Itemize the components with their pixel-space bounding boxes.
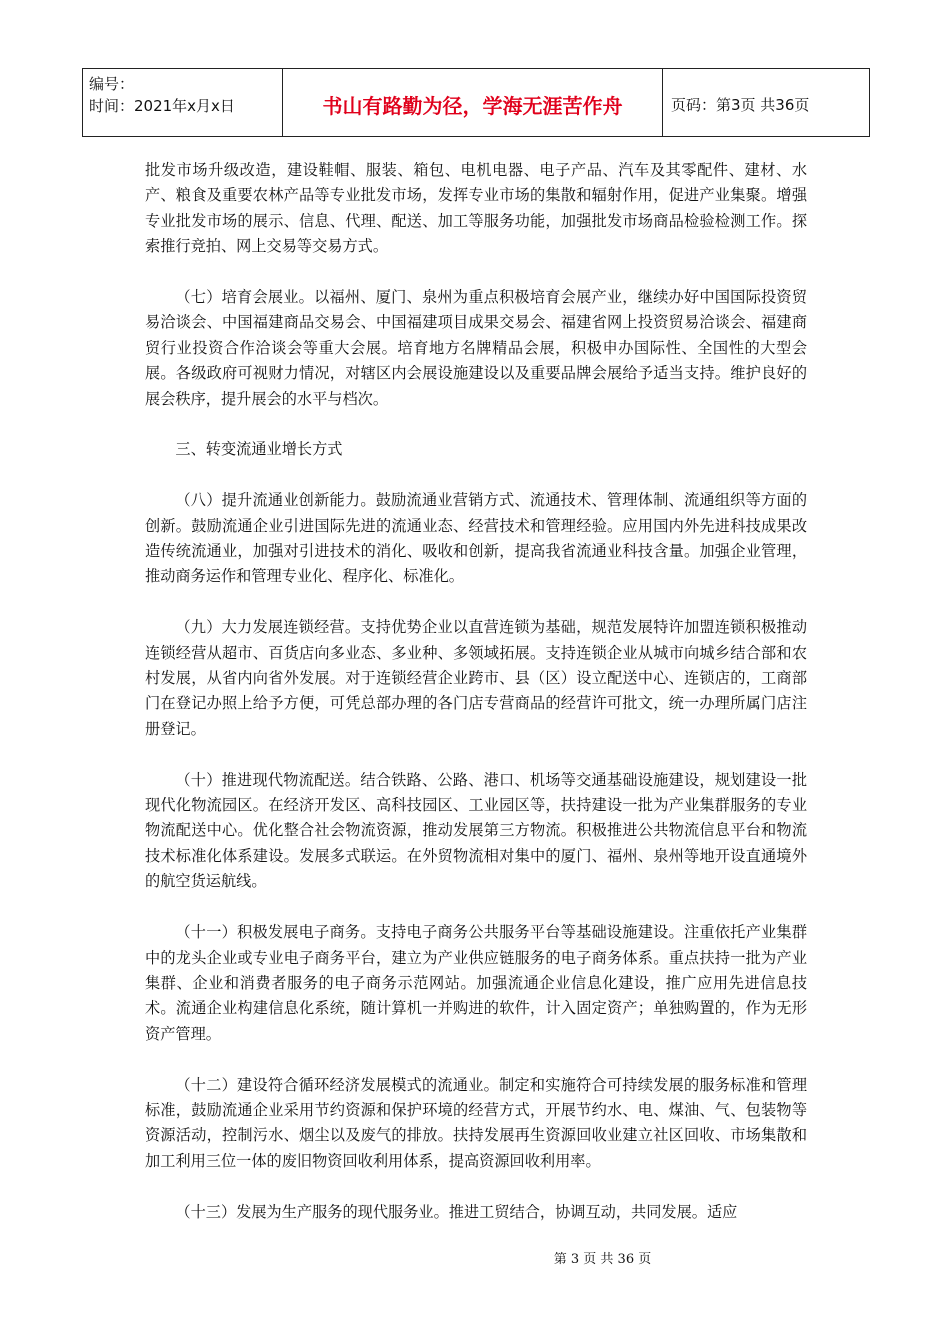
paragraph-section-10: （十）推进现代物流配送。结合铁路、公路、港口、机场等交通基础设施建设，规划建设一批现代化物流园区。在经济开发区、高科技园区、工业园区等，扶持建设一批为产业集群服务的专业物流配送中心。优化整合社会物流资源，推动发展第三方物流。积极推进公共物流信息平台和物流技术标准化体系建设。发展多式联运。在外贸物流相对集中的厦门、福州、泉州等地开设直通境外的航空货运航线。: [145, 770, 807, 891]
document-body: [145, 158, 807, 1250]
document-code-label: 编号：: [89, 75, 135, 93]
paragraph-section-13: （十三）发展为生产服务的现代服务业。推进工贸结合，协调互动，共同发展。适应: [175, 1202, 738, 1221]
paragraph-section-9: （九）大力发展连锁经营。支持优势企业以直营连锁为基础，规范发展特许加盟连锁积极推动连锁经营从超市、百货店向多业态、多业种、多领域拓展。支持连锁企业从城市向城乡结合部和农村发展，从省内向省外发展。对于连锁经营企业跨市、县（区）设立配送中心、连锁店的，工商部门在登记办照上给予方便，可凭总部办理的各门店专营商品的经营许可批文，统一办理所属门店注册登记。: [145, 618, 807, 738]
header-motto: 书山有路勤为径，学海无涯苦作舟: [283, 69, 663, 136]
paragraph-section-8: （八）提升流通业创新能力。鼓励流通业营销方式、流通技术、管理体制、流通组织等方面的创新。鼓励流通企业引进国际先进的流通业态、经营技术和管理经验。应用国内外先进科技成果改造传统流通业，加强对引进技术的消化、吸收和创新，提高我省流通业科技含量。加强企业管理，推动商务运作和管理专业化、程序化、标准化。: [145, 491, 807, 586]
paragraph-section-7: （七）培育会展业。以福州、厦门、泉州为重点积极培育会展产业，继续办好中国国际投资贸易洽谈会、中国福建商品交易会、中国福建项目成果交易会、福建省网上投资贸易洽谈会、福建商贸行业投资合作洽谈会等重大会展。培育地方名牌精品会展，积极申办国际性、全国性的大型会展。各级政府可视财力情况，对辖区内会展设施建设以及重要品牌会展给予适当支持。维护良好的展会秩序，提升展会的水平与档次。: [145, 288, 807, 408]
paragraph-section-12: （十二）建设符合循环经济发展模式的流通业。制定和实施符合可持续发展的服务标准和管理标准，鼓励流通企业采用节约资源和保护环境的经营方式，开展节约水、电、煤油、气、包装物等资源活动，控制污水、烟尘以及废气的排放。扶持发展再生资源回收业建立社区回收、市场集散和加工利用三位一体的废旧物资回收利用体系，提高资源回收利用率。: [145, 1075, 807, 1170]
section-heading-3: 三、转变流通业增长方式: [175, 440, 343, 459]
document-time-label: 时间：2021年x月x日: [89, 97, 235, 115]
header-meta: [83, 69, 283, 136]
paragraph-continued: 批发市场升级改造，建设鞋帽、服装、箱包、电机电器、电子产品、汽车及其零配件、建材、水产、粮食及重要农林产品等专业批发市场，发挥专业市场的集散和辐射作用，促进产业集聚。增强专业批发市场的展示、信息、代理、配送、加工等服务功能，加强批发市场商品检验检测工作。探索推行竞拍、网上交易等交易方式。: [145, 161, 807, 256]
header-page-info: 页码：第3页 共36页: [671, 96, 810, 114]
paragraph-section-11: （十一）积极发展电子商务。支持电子商务公共服务平台等基础设施建设。注重依托产业集群中的龙头企业或专业电子商务平台，建立为产业供应链服务的电子商务体系。重点扶持一批为产业集群、企业和消费者服务的电子商务示范网站。加强流通企业信息化建设，推广应用先进信息技术。流通企业构建信息化系统，随计算机一并购进的软件，计入固定资产；单独购置的，作为无形资产管理。: [145, 923, 807, 1043]
page-header-table: [82, 68, 870, 137]
page-footer: 第 3 页 共 36 页: [553, 1252, 652, 1267]
